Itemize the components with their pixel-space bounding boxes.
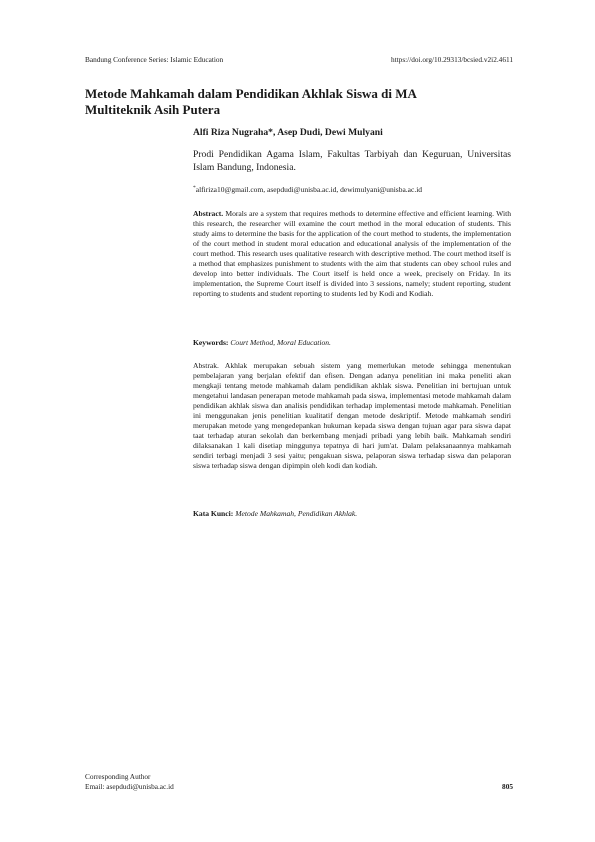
affiliation: Prodi Pendidikan Agama Islam, Fakultas Tarbiyah dan Keguruan, Universitas Islam Bandung, Indonesia.: [193, 149, 511, 173]
corresponding-author-email[interactable]: Email: asepdudi@unisba.ac.id: [85, 782, 174, 791]
abstract-id: [193, 361, 511, 471]
abstract-label: Abstract.: [193, 209, 224, 218]
kata-kunci-text: Metode Mahkamah, Pendidikan Akhlak.: [235, 509, 358, 518]
page-footer: [85, 772, 513, 792]
corresponding-author-label: Corresponding Author: [85, 772, 151, 781]
abstrak-text: Akhlak merupakan sebuah sistem yang memerlukan metode sehingga menentukan pembelajaran yang berjalan efektif dan efisen. Dengan adanya penelitian ini maka peneliti akan mengkaji tentang metode mahkamah dalam pendidikan akhlak siswa. Penelitian ini bertujuan untuk mengetahui landasan penerapan metode mahkamah pada siswa, implementasi metode mahkamah dalam pendidikan akhlak siswa dan analisis pendidikan terhadap implementasi metode mahkamah. Penelitian ini menggunakan jenis penelitian kualitatif dengan metode deskriptif. Metode mahkamah sendiri merupakan metode yang mengedepankan hukuman kepada siswa dengan tujuan agar para siswa dapat taat terhadap aturan sekolah dan berkembang menjadi pribadi yang lebih baik. Mahkamah sendiri dilaksanakan 1 kali disetiap minggunya tepatnya di hari jum'at. Dalam pelaksanaannya mahkamah sendiri terbagi menjadi 3 sesi yaitu; pengakuan siswa, pelaporan siswa terhadap siswa dan pelaporan siswa terhadap siswa dengan dipimpin oleh kodi dan kodiah.: [193, 361, 511, 470]
author-emails: [193, 183, 511, 195]
keywords-id: [193, 509, 511, 519]
paper-title: Metode Mahkamah dalam Pendidikan Akhlak Siswa di MA Multiteknik Asih Putera: [85, 86, 417, 117]
corresponding-marker: *: [193, 185, 196, 191]
keywords-text: Court Method, Moral Education.: [230, 338, 331, 347]
abstrak-label: Abstrak.: [193, 361, 219, 370]
keywords-label: Keywords:: [193, 338, 229, 347]
page-number: 805: [502, 782, 513, 791]
author-list: Alfi Riza Nugraha*, Asep Dudi, Dewi Mulyani: [193, 127, 383, 138]
abstract-text: Morals are a system that requires methods to determine effective and efficient learning. With this research, the researcher will examine the court method in the moral education of students. This study aims to determine the basis for the application of the court method to students, the implementation of the court method in student moral education and educational analysis of the implementation of the court method. This research uses qualitative research with descriptive method. The court method itself is a method that emphasizes punishment to students with the aim that students can obey school rules and develop into better individuals. The Court itself is held once a week, precisely on Friday. In its implementation, the Supreme Court itself is divided into 3 sessions, namely; student reporting, student reporting to students and student reporting to students led by Kodi and Kodiah.: [193, 209, 511, 298]
kata-kunci-label: Kata Kunci:: [193, 509, 234, 518]
keywords-en: [193, 338, 511, 348]
abstract-en: [193, 209, 511, 299]
series-name: Bandung Conference Series: Islamic Education: [85, 55, 224, 64]
email-list[interactable]: alfiriza10@gmail.com, asepdudi@unisba.ac.id, dewimulyani@unisba.ac.id: [195, 185, 423, 194]
doi-link[interactable]: https://doi.org/10.29313/bcsied.v2i2.4611: [390, 55, 513, 64]
